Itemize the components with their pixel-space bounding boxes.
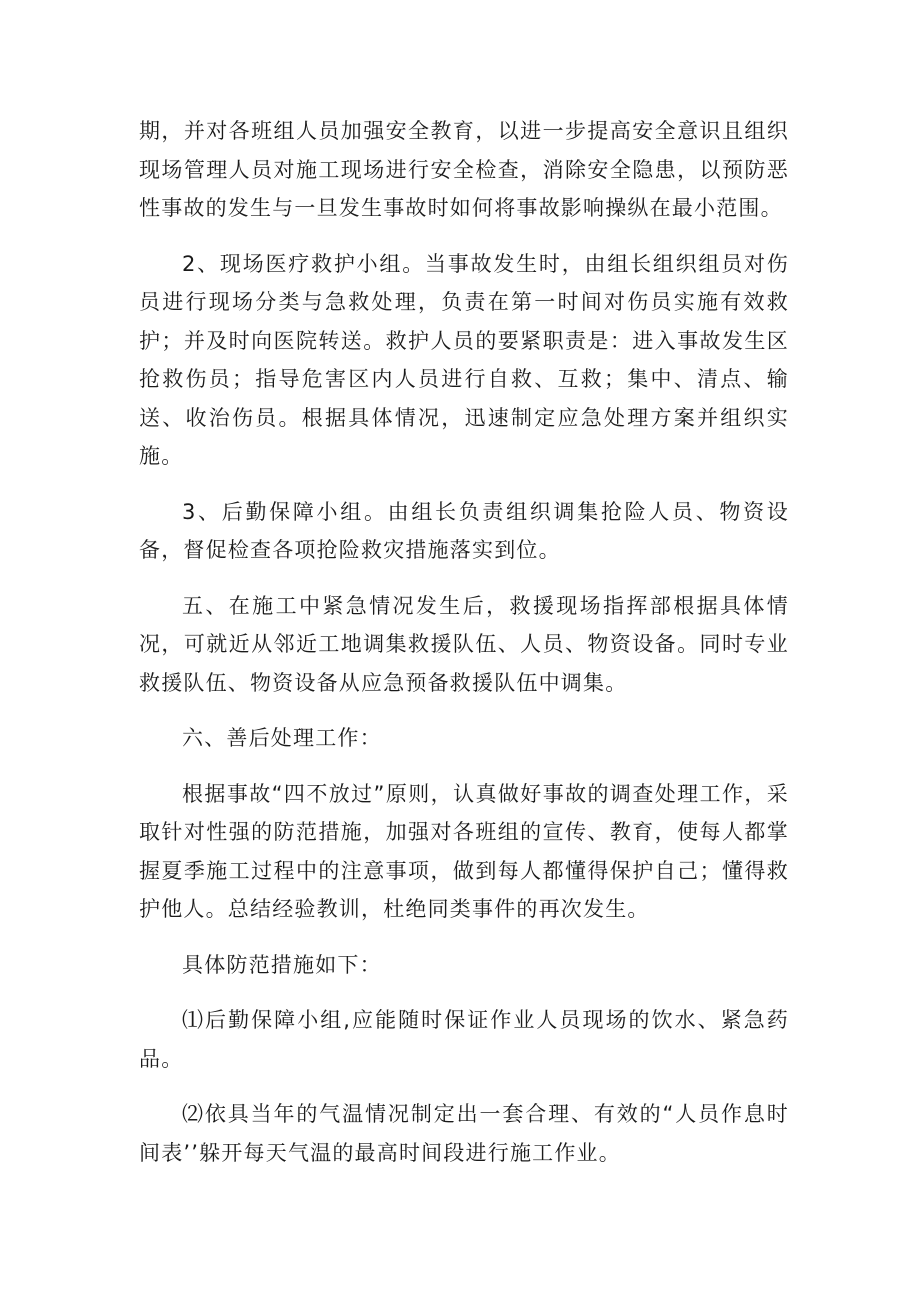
paragraph-continuation: 期，并对各班组人员加强安全教育，以进一步提高安全意识且组织现场管理人员对施工现场进行安全检查，消除安全隐患，以预防恶性事故的发生与一旦发生事故时如何将事故影响操纵在最小范围。 bbox=[139, 119, 789, 220]
paragraph-measure-1: ⑴后勤保障小组,应能随时保证作业人员现场的饮水、紧急药品。 bbox=[139, 1008, 789, 1071]
paragraph-aftermath-handling: 根据事故“四不放过”原则，认真做好事故的调查处理工作，采取针对性强的防范措施，加强对各班组的宣传、教育，使每人都掌握夏季施工过程中的注意事项，做到每人都懂得保护自己；懂得救护他人。总结经验教训，杜绝同类事件的再次发生。 bbox=[139, 781, 789, 921]
paragraph-measure-2: ⑵依具当年的气温情况制定出一套合理、有效的“人员作息时间表’’躲开每天气温的最高时间段进行施工作业。 bbox=[139, 1102, 789, 1165]
paragraph-section-six-heading: 六、善后处理工作： bbox=[182, 726, 382, 750]
paragraph-medical-rescue-team: 2、现场医疗救护小组。当事故发生时，由组长组织组员对伤员进行现场分类与急救处理，负责在第一时间对伤员实施有效救护；并及时向医院转送。救护人员的要紧职责是：进入事故发生区抢救伤员；指导危害区内人员进行自救、互救；集中、清点、输送、收治伤员。根据具体情况，迅速制定应急处理方案并组织实施。 bbox=[139, 251, 789, 468]
paragraph-section-five: 五、在施工中紧急情况发生后，救援现场指挥部根据具体情况，可就近从邻近工地调集救援队伍、人员、物资设备。同时专业救援队伍、物资设备从应急预备救援队伍中调集。 bbox=[139, 593, 789, 695]
document-body bbox=[139, 112, 789, 1189]
paragraph-measures-heading: 具体防范措施如下： bbox=[182, 952, 382, 977]
paragraph-logistics-team: 3、后勤保障小组。由组长负责组织调集抢险人员、物资设备，督促检查各项抢险救灾措施落实到位。 bbox=[139, 499, 789, 562]
